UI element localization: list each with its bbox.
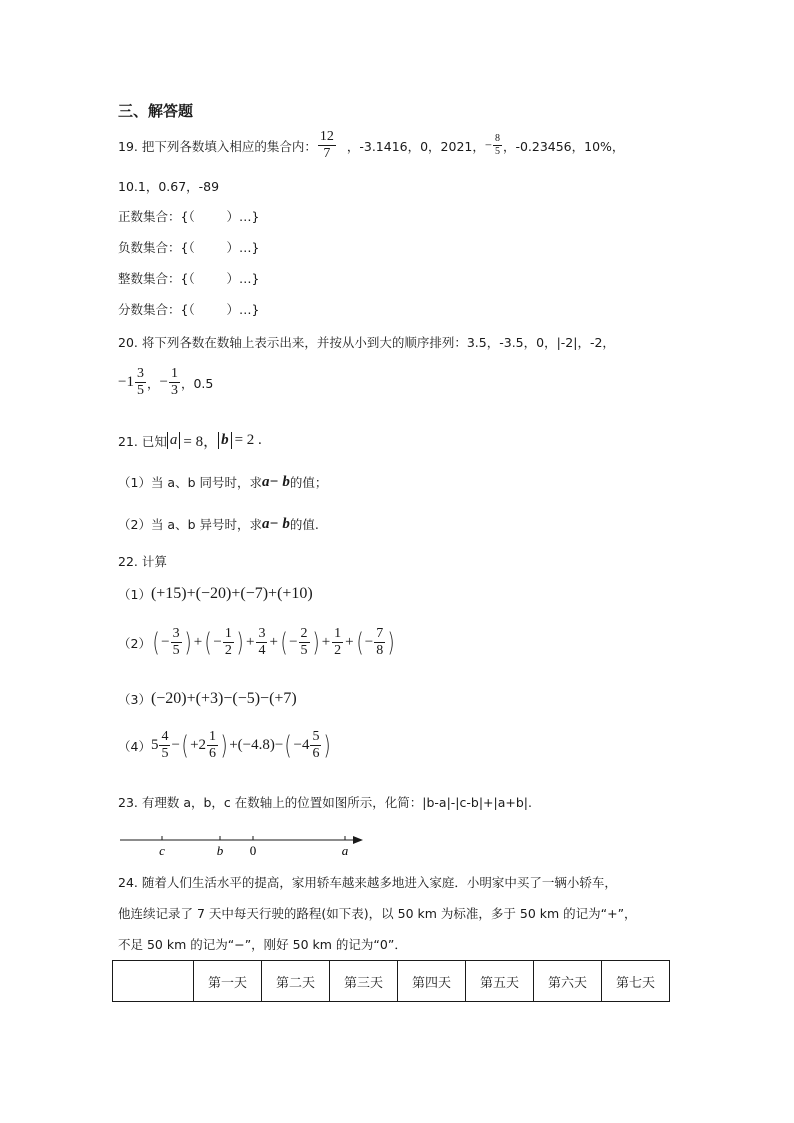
- q20-mixed-den: 5: [136, 383, 144, 398]
- q24-table: [112, 960, 670, 1002]
- table-header-cell: 第七天: [602, 961, 670, 1002]
- table-cell: [113, 961, 194, 1002]
- sign: −: [364, 634, 374, 650]
- q23-number-line: [115, 828, 375, 860]
- label-b: b: [216, 843, 224, 858]
- set-braces: {（ ）…}: [180, 271, 260, 286]
- label-zero: 0: [249, 843, 257, 858]
- set-label: 负数集合：: [118, 240, 181, 255]
- numerator: 1: [334, 626, 342, 641]
- q20-neg: −: [159, 374, 168, 390]
- q22-p4-d3: 6: [312, 746, 320, 761]
- q19-set-integer: [118, 269, 259, 287]
- q20-mixed-num: 3: [136, 366, 144, 381]
- operator: +: [245, 634, 255, 650]
- left-paren: (: [152, 627, 160, 658]
- q22-p4-whole: 5: [150, 737, 159, 753]
- table-header-cell: 第二天: [262, 961, 330, 1002]
- q22-p4-frac2: [207, 730, 218, 761]
- q21-part1: [118, 473, 327, 491]
- left-paren: (: [204, 627, 212, 658]
- q19-frac2-den: 5: [494, 146, 500, 157]
- q20-frac-num: 1: [170, 366, 178, 381]
- right-paren: ): [387, 627, 395, 658]
- q19-set-fraction: [118, 300, 259, 318]
- q23-text: 23. 有理数 a，b，c 在数轴上的位置如图所示，化简：|b-a|-|c-b|+|a+b|.: [118, 795, 532, 810]
- sign: −: [213, 634, 222, 650]
- q22-p4-minus: −: [171, 737, 180, 753]
- fraction-term: [331, 627, 344, 658]
- q24-line1: 24. 随着人们生活水平的提高，家用轿车越来越多地进入家庭．小明家中买了一辆小轿车，: [118, 875, 617, 890]
- right-paren: ): [236, 627, 244, 658]
- q22-p4-frac1: [159, 730, 170, 761]
- q21-line1: [118, 430, 262, 451]
- q22-p4-d2: 6: [209, 746, 217, 761]
- q22-part4: [118, 730, 333, 761]
- q21-abs-a: a: [167, 432, 181, 449]
- section-title: 三、解答题: [118, 102, 194, 120]
- numerator: 3: [258, 626, 266, 641]
- table-header-cell: 第一天: [194, 961, 262, 1002]
- set-braces: {（ ）…}: [180, 209, 260, 224]
- denominator: 5: [300, 643, 308, 658]
- denominator: 8: [376, 643, 384, 658]
- q22-p3-label: （3）: [118, 692, 151, 707]
- set-braces: {（ ）…}: [180, 240, 260, 255]
- q19-fraction-8-5: [493, 134, 502, 157]
- denominator: 4: [258, 643, 266, 658]
- left-paren: (: [181, 730, 189, 761]
- q21-part2: [118, 515, 319, 533]
- table-header-cell: 第五天: [466, 961, 534, 1002]
- fraction-term: [203, 627, 245, 658]
- sign: −: [289, 634, 298, 650]
- q20-line2: [118, 367, 213, 398]
- q22-title: 22. 计算: [118, 554, 167, 569]
- table-row: [113, 961, 670, 1002]
- fraction: [299, 627, 310, 658]
- q19-frac1-num: 12: [319, 129, 334, 144]
- left-paren: (: [280, 627, 288, 658]
- right-paren: ): [312, 627, 320, 658]
- fraction: [256, 627, 267, 658]
- sign: −: [161, 634, 170, 650]
- q22-p1-label: （1）: [118, 587, 151, 602]
- q21-eq1: = 8，: [183, 434, 219, 450]
- label-c: c: [159, 843, 165, 858]
- q19-frac1-den: 7: [323, 146, 331, 161]
- q19-tail: ，-0.23456，10%，: [502, 138, 625, 154]
- label-a: a: [341, 843, 349, 858]
- left-paren: (: [284, 730, 292, 761]
- numerator: 7: [376, 626, 384, 641]
- q22-p4-mid3: −4: [293, 737, 310, 753]
- q22-p4-d1: 5: [161, 746, 169, 761]
- denominator: 2: [334, 643, 342, 658]
- numerator: 1: [224, 626, 232, 641]
- q20-mixed-fraction: [135, 367, 146, 398]
- q24-line3: 不足 50 km 的记为“−”，刚好 50 km 的记为“0”．: [118, 937, 407, 952]
- fraction: [374, 627, 385, 658]
- operator: +: [269, 634, 278, 650]
- fraction-term: [255, 627, 268, 658]
- q22-p4-label: （4）: [118, 738, 151, 754]
- operator: +: [321, 634, 331, 650]
- table-header-cell: 第六天: [534, 961, 602, 1002]
- operator: +: [193, 634, 203, 650]
- q20-mixed-whole: −1: [118, 374, 134, 390]
- q21-part2-post: 的值.: [289, 517, 319, 532]
- q19-line1: [118, 130, 624, 161]
- q22-p2-expr: [151, 627, 396, 658]
- fraction: [223, 627, 234, 658]
- denominator: 5: [172, 643, 180, 658]
- set-label: 整数集合：: [118, 271, 181, 286]
- axis-arrow: [353, 836, 363, 844]
- q22-p4-mid2: +(−4.8)−: [229, 737, 284, 753]
- q21-part2-pre: （2）当 a、b 异号时，求: [118, 517, 262, 532]
- q21-part2-expr: a− b: [262, 515, 290, 532]
- q19-line2: 10.1，0.67，-89: [118, 179, 220, 194]
- left-paren: (: [356, 627, 364, 658]
- q19-fraction-12-7: [318, 130, 336, 161]
- numerator: 3: [172, 626, 180, 641]
- q20-tail: ，0.5: [180, 375, 214, 391]
- q19-set-negative: [118, 238, 259, 256]
- right-paren: ): [220, 730, 228, 761]
- q20-sep: ，: [146, 375, 160, 391]
- q22-p1-expr: (+15)+(−20)+(−7)+(+10): [150, 585, 313, 602]
- fraction-term: [279, 627, 321, 658]
- fraction-term: [151, 627, 193, 658]
- right-paren: ): [184, 627, 192, 658]
- q19-frac2-sign: −: [484, 138, 492, 152]
- q21-abs-b: b: [218, 432, 232, 449]
- denominator: 2: [224, 643, 232, 658]
- q19-mid: ，-3.1416，0，2021，: [346, 138, 485, 154]
- operator: +: [345, 634, 354, 650]
- right-paren: ): [323, 730, 332, 761]
- q24-line2: 他连续记录了 7 天中每天行驶的路程(如下表)，以 50 km 为标准，多于 50 km 的记为“+”，: [118, 906, 637, 921]
- q22-p4-n2: 1: [209, 729, 217, 744]
- q20-line1: 20. 将下列各数在数轴上表示出来，并按从小到大的顺序排列：3.5，-3.5，0，|-2|，-2，: [118, 335, 615, 350]
- q19-prefix: 19. 把下列各数填入相应的集合内：: [118, 138, 317, 154]
- table-header-cell: 第四天: [398, 961, 466, 1002]
- q22-p4-frac3: [310, 730, 321, 761]
- q20-frac-den: 3: [170, 383, 178, 398]
- q22-p4-expr: [151, 730, 333, 761]
- set-label: 分数集合：: [118, 302, 181, 317]
- table-header-cell: 第三天: [330, 961, 398, 1002]
- q21-part1-pre: （1）当 a、b 同号时，求: [118, 475, 262, 490]
- q22-p4-n1: 4: [161, 729, 169, 744]
- q20-fraction: [169, 367, 180, 398]
- q22-p4-mid1: +2: [190, 737, 207, 753]
- q22-p3-expr: (−20)+(+3)−(−5)−(+7): [150, 690, 297, 707]
- numerator: 2: [300, 626, 308, 641]
- q19-frac2-num: 8: [494, 133, 500, 144]
- fraction: [171, 627, 182, 658]
- q22-p2-label: （2）: [118, 635, 151, 651]
- q21-part1-expr: a− b: [262, 473, 290, 490]
- q21-part1-post: 的值；: [289, 475, 328, 490]
- q21-eq2: = 2 .: [234, 432, 262, 448]
- q19-set-positive: [118, 207, 259, 225]
- q22-p4-n3: 5: [312, 729, 320, 744]
- fraction-term: [355, 627, 397, 658]
- q22-part3: [118, 690, 297, 708]
- set-braces: {（ ）…}: [180, 302, 260, 317]
- fraction: [332, 627, 343, 658]
- q22-part1: [118, 585, 313, 603]
- q22-part2: [118, 627, 396, 658]
- set-label: 正数集合：: [118, 209, 181, 224]
- q21-prefix: 21. 已知: [118, 433, 167, 449]
